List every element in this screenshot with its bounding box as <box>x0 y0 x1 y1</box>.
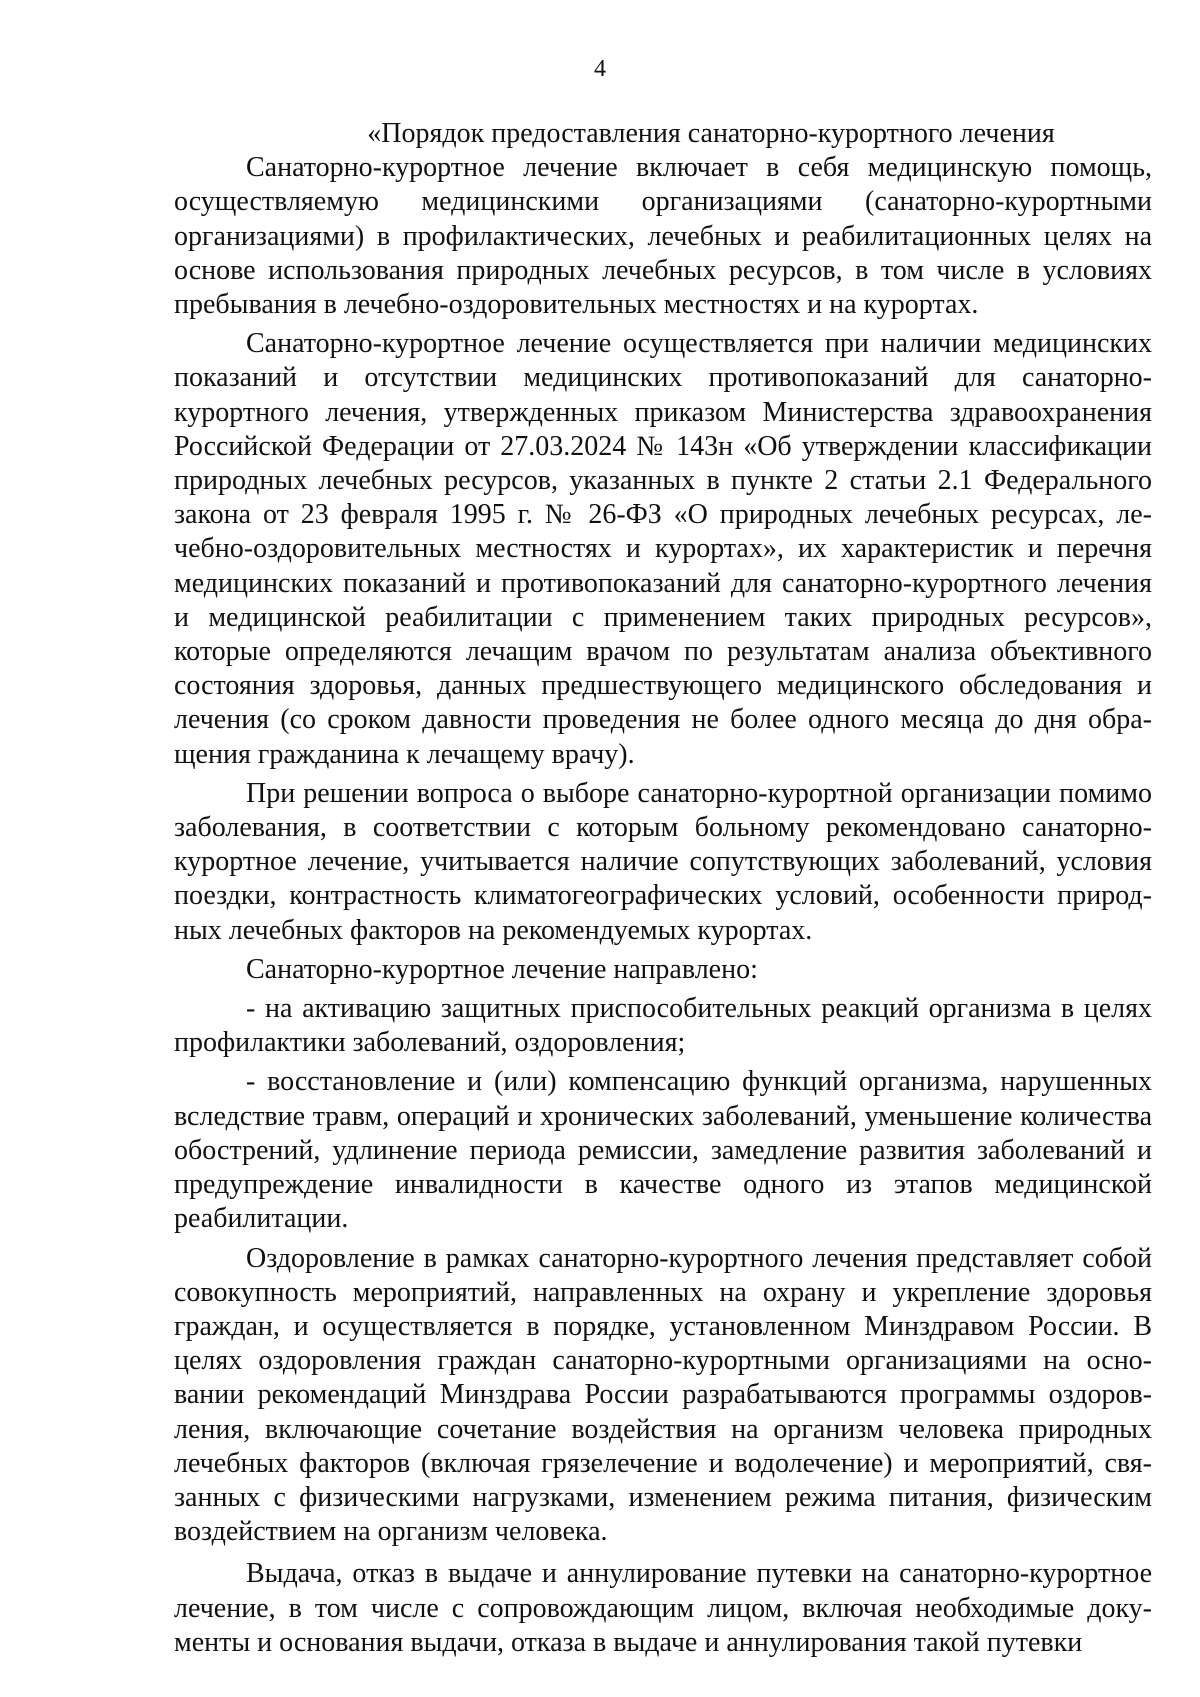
list-item-restoration: - восстановление и (или) компенсацию функций организма, нарушенных вследствие травм, операций и хронических заболеваний, уменьшение количества обострений, удлинение периода ремиссии, замедление развития заболеваний и предупреждение инвалидности в качестве одного из этапов медицинской реабилитации. <box>174 1066 1152 1235</box>
list-item-activation: - на активацию защитных приспособительных реакций организма в целях профилактики заболеваний, оздоровления; <box>174 993 1152 1059</box>
paragraph-definition: Санаторно-курортное лечение включает в себя медицинскую помощь, осуществляемую медицинскими организациями (санаторно-курортными организациями) в профилактических, лечебных и реабилитационных целях на основе использования природных лечебных ресурсов, в том числе в условиях пребывания в лечебно-оздоровительных местностях и на курортах. <box>174 152 1152 321</box>
paragraph-aims-intro: Санаторно-курортное лечение направлено: <box>246 953 758 985</box>
document-body <box>174 117 1152 1660</box>
page-number: 4 <box>594 56 606 82</box>
document-title: «Порядок предоставления санаторно-курортного лечения <box>367 118 1055 149</box>
paragraph-indications: Санаторно-курортное лечение осуществляется при наличии медицинских показаний и отсутствии медицинских противопоказаний для санаторно-курортного лечения, утвержденных приказом Министерства здравоохранения Российской Федерации от 27.03.2024 № 143н «Об утверждении классификации природных лечебных ресурсов, указанных в пункте 2 статьи 2.1 Федерального закона от 23 февраля 1995 г. № 26-ФЗ «О природных лечебных ресурсах, лечебно-оздоровительных местностях и курортах», их характеристик и перечня медицинских показаний и противопоказаний для санаторно-курортного лечения и медицинской реабилитации с применением таких природных ресурсов», которые определяются лечащим врачом по результатам анализа объективного состояния здоровья, данных предшествующего медицинского обследования и лечения (со сроком давности проведения не более одного месяца до дня обращения гражданина к лечащему врачу). <box>174 328 1152 770</box>
paragraph-organization-choice: При решении вопроса о выборе санаторно-курортной организации помимо заболевания, в соответствии с которым больному рекомендовано санаторно-курортное лечение, учитывается наличие сопутствующих заболеваний, условия поездки, контрастность климатогеографических условий, особенности природных лечебных факторов на рекомендуемых курортах. <box>174 777 1152 946</box>
paragraph-voucher-issuance: Выдача, отказ в выдаче и аннулирование путевки на санаторно-курортное лечение, в том числе с сопровождающим лицом, включая необходимые документы и основания выдачи, отказа в выдаче и аннулирования такой путевки <box>174 1558 1152 1658</box>
paragraph-health-improvement: Оздоровление в рамках санаторно-курортного лечения представляет собой совокупность мероприятий, направленных на охрану и укрепление здоровья граждан, и осуществляется в порядке, установленном Минздравом России. В целях оздоровления граждан санаторно-курортными организациями на основании рекомендаций Минздрава России разрабатываются программы оздоровления, включающие сочетание воздействия на организм человека природных лечебных факторов (включая грязелечение и водолечение) и мероприятий, связанных с физическими нагрузками, изменением режима питания, физическим воздействием на организм человека. <box>174 1242 1152 1548</box>
